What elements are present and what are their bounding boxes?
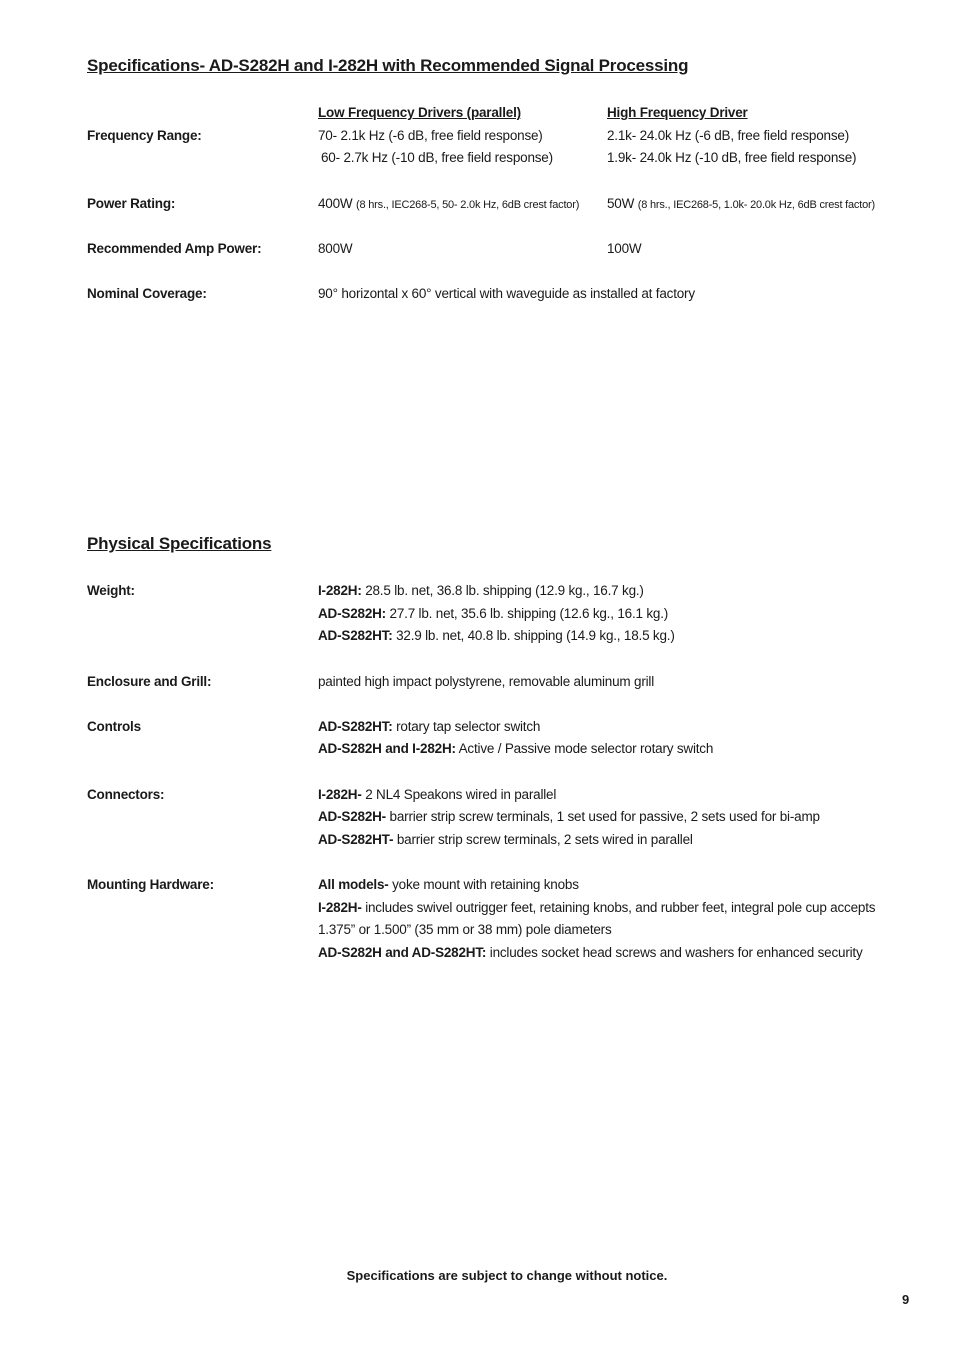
connectors-value: barrier strip screw terminals, 2 sets wired in parallel <box>396 832 693 847</box>
weight-value: 27.7 lb. net, 35.6 lb. shipping (12.6 kg., 16.1 kg.) <box>389 606 669 621</box>
weight-ads282h <box>318 606 668 621</box>
model-name: AD-S282H: <box>318 606 386 621</box>
mounting-i282h <box>318 900 875 915</box>
mounting-all-models <box>318 877 579 892</box>
weight-i282h <box>318 583 644 598</box>
model-name: AD-S282H- <box>318 809 386 824</box>
model-name: I-282H: <box>318 583 362 598</box>
coverage-label: Nominal Coverage: <box>87 286 207 301</box>
weight-ads282ht <box>318 628 675 643</box>
power-rating-high-note: (8 hrs., IEC268-5, 1.0k- 20.0k Hz, 6dB crest factor) <box>637 199 875 211</box>
connectors-ads282ht <box>318 832 693 847</box>
model-name: AD-S282H and AD-S282HT: <box>318 945 487 960</box>
connectors-label: Connectors: <box>87 787 165 802</box>
model-name: AD-S282HT: <box>318 719 393 734</box>
spec-title: Specifications- AD-S282H and I-282H with Recommended Signal Processing <box>87 56 689 75</box>
enclosure-label: Enclosure and Grill: <box>87 674 212 689</box>
power-rating-high-value: 50W <box>607 196 635 211</box>
low-frequency-heading: Low Frequency Drivers (parallel) <box>318 105 521 120</box>
controls-value: rotary tap selector switch <box>396 719 541 734</box>
high-frequency-heading: High Frequency Driver <box>607 105 748 120</box>
model-name: I-282H- <box>318 900 362 915</box>
power-rating-low <box>318 196 579 211</box>
connectors-value: barrier strip screw terminals, 1 set used for passive, 2 sets used for bi-amp <box>389 809 820 824</box>
controls-ads282ht <box>318 719 540 734</box>
power-rating-high <box>607 196 875 211</box>
model-name: AD-S282HT- <box>318 832 394 847</box>
amp-power-high: 100W <box>607 241 642 256</box>
amp-power-low: 800W <box>318 241 353 256</box>
footer-notice: Specifications are subject to change without notice. <box>346 1268 668 1283</box>
power-rating-low-value: 400W <box>318 196 353 211</box>
page-number: 9 <box>902 1292 910 1307</box>
connectors-i282h <box>318 787 556 802</box>
mounting-label: Mounting Hardware: <box>87 877 214 892</box>
mounting-i282h-cont: 1.375” or 1.500” (35 mm or 38 mm) pole diameters <box>318 922 612 937</box>
weight-label: Weight: <box>87 583 135 598</box>
model-name: AD-S282H and I-282H: <box>318 741 456 756</box>
model-name: All models- <box>318 877 389 892</box>
frequency-range-high-10db: 1.9k- 24.0k Hz (-10 dB, free field response) <box>607 150 857 165</box>
weight-value: 28.5 lb. net, 36.8 lb. shipping (12.9 kg., 16.7 kg.) <box>365 583 644 598</box>
mounting-ads282h-ads282ht <box>318 945 863 960</box>
power-rating-low-note: (8 hrs., IEC268-5, 50- 2.0k Hz, 6dB crest factor) <box>356 199 580 211</box>
model-name: I-282H- <box>318 787 362 802</box>
model-name: AD-S282HT: <box>318 628 393 643</box>
frequency-range-low-6db: 70- 2.1k Hz (-6 dB, free field response) <box>318 128 543 143</box>
frequency-range-low-10db: 60- 2.7k Hz (-10 dB, free field response) <box>321 150 553 165</box>
controls-label: Controls <box>87 719 141 734</box>
controls-ads282h-i282h <box>318 741 713 756</box>
connectors-value: 2 NL4 Speakons wired in parallel <box>365 787 557 802</box>
frequency-range-label: Frequency Range: <box>87 128 202 143</box>
amp-power-label: Recommended Amp Power: <box>87 241 262 256</box>
mounting-value: includes swivel outrigger feet, retaining knobs, and rubber feet, integral pole cup accepts <box>365 900 876 915</box>
mounting-value: yoke mount with retaining knobs <box>392 877 579 892</box>
enclosure-value: painted high impact polystyrene, removable aluminum grill <box>318 674 655 689</box>
frequency-range-high-6db: 2.1k- 24.0k Hz (-6 dB, free field response) <box>607 128 850 143</box>
power-rating-label: Power Rating: <box>87 196 176 211</box>
controls-value: Active / Passive mode selector rotary switch <box>458 741 714 756</box>
weight-value: 32.9 lb. net, 40.8 lb. shipping (14.9 kg., 18.5 kg.) <box>396 628 675 643</box>
connectors-ads282h <box>318 809 820 824</box>
coverage-value: 90° horizontal x 60° vertical with waveguide as installed at factory <box>318 286 695 301</box>
mounting-value: includes socket head screws and washers for enhanced security <box>489 945 863 960</box>
physical-spec-title: Physical Specifications <box>87 534 272 553</box>
